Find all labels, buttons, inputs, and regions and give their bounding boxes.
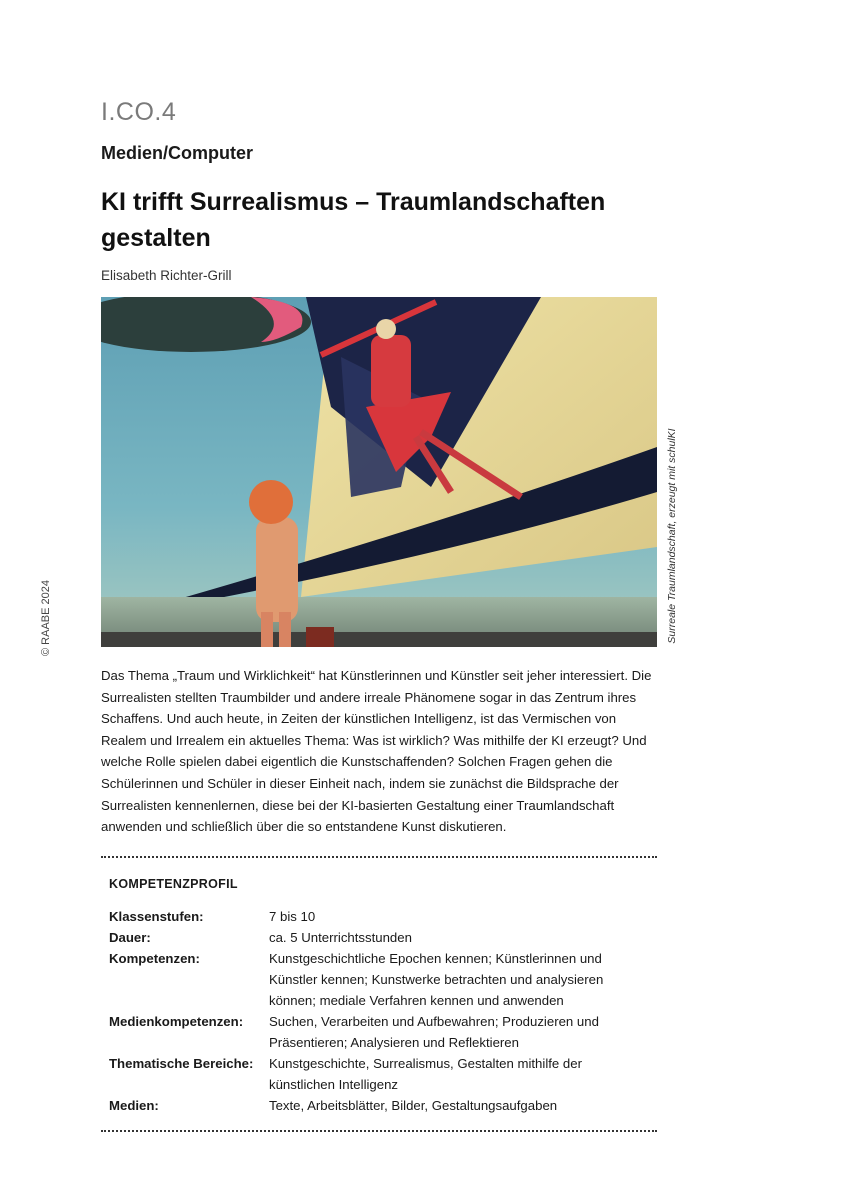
surreal-artwork-image [101, 297, 657, 647]
image-caption [664, 430, 680, 650]
profile-value: Kunstgeschichtliche Epochen kennen; Künstlerinnen und Künstler kennen; Kunstwerke betrachten und analysieren können; mediale Verfahren kennen und anwenden [269, 951, 604, 1008]
profile-label: Medien: [109, 1098, 159, 1113]
profile-row-topics [109, 1053, 649, 1095]
divider-top [101, 856, 657, 858]
profile-label: Thematische Bereiche: [109, 1056, 254, 1071]
profile-value: 7 bis 10 [269, 909, 316, 924]
profile-row-duration [109, 927, 649, 948]
divider-bottom [101, 1130, 657, 1132]
profile-value: Suchen, Verarbeiten und Aufbewahren; Produzieren und Präsentieren; Analysieren und Reflektieren [269, 1014, 599, 1050]
author-name: Elisabeth Richter-Grill [101, 268, 232, 283]
profile-label: Dauer: [109, 930, 151, 945]
page-title: KI trifft Surrealismus – Traumlandschaften gestalten [101, 188, 606, 252]
profile-label: Kompetenzen: [109, 951, 200, 966]
unit-code: I.CO.4 [101, 98, 177, 126]
profile-label: Klassenstufen: [109, 909, 204, 924]
profile-row-media-competences [109, 1011, 649, 1053]
copyright-sidebar [36, 560, 56, 670]
profile-row-grades [109, 906, 649, 927]
intro-paragraph: Das Thema „Traum und Wirklichkeit“ hat Künstlerinnen und Künstler seit jeher interessiert. Die Surrealisten stellten Traumbilder und andere irreale Phänomene sogar in das Zentrum ihres Schaffens. Und auch heute, in Zeiten der künstlichen Intelligenz, ist das Vermischen von Realem und Irrealem ein aktuelles Thema: Was ist wirklich? Was mithilfe der KI erzeugt? Und welche Rolle spielen dabei eigentlich die Kunstschaffenden? Solchen Fragen gehen die Schülerinnen und Schüler in dieser Einheit nach, indem sie zunächst die Bildsprache der Surrealisten kennenlernen, diese bei der KI-basierten Gestaltung einer Traumlandschaft anwenden und schließlich über die so entstandene Kunst diskutieren. [101, 668, 652, 835]
competence-profile [109, 906, 649, 1116]
profile-heading: KOMPETENZPROFIL [109, 877, 238, 891]
profile-row-media [109, 1095, 649, 1116]
profile-value: Kunstgeschichte, Surrealismus, Gestalten mithilfe der künstlichen Intelligenz [269, 1056, 582, 1092]
profile-value: Texte, Arbeitsblätter, Bilder, Gestaltungsaufgaben [269, 1098, 558, 1113]
image-caption-text: Surreale Traumlandschaft, erzeugt mit schulKI [666, 428, 678, 644]
subject-heading: Medien/Computer [101, 143, 254, 163]
profile-row-competences [109, 948, 649, 1011]
copyright-text: © RAABE 2024 [40, 580, 52, 656]
profile-label: Medienkompetenzen: [109, 1014, 244, 1029]
profile-value: ca. 5 Unterrichtsstunden [269, 930, 412, 945]
